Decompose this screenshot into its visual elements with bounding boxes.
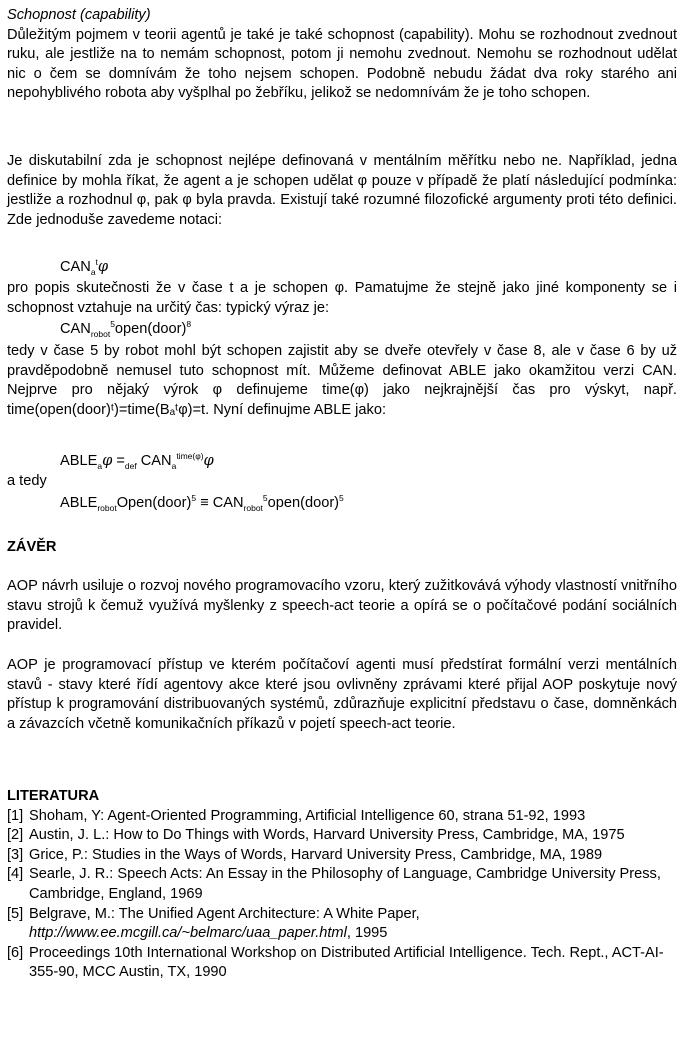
formula3-def: def	[124, 460, 137, 471]
formula4-right: CAN	[212, 495, 244, 511]
conclusion-paragraph-1	[7, 577, 677, 636]
formula1-base: CAN	[60, 259, 91, 275]
definition-text: Je diskutabilní zda je schopnost nejlépe definovaná v mentálním měřítku nebo ne. Například, jedna definice by mohla říkat, že agent a je schopen udělat φ pouze v případě že platí následující podmínka: jestliže a rozhodnul φ, pak φ byla pravda. Existují také rozumné filozofické argumenty proti této definici. Zde jednoduše zavedeme notaci:	[7, 153, 677, 228]
references-section	[7, 787, 677, 983]
formula-can-a-t	[60, 257, 108, 278]
capability-heading: Schopnost (capability)	[7, 7, 151, 23]
formula3-right-sub: a	[171, 460, 177, 471]
formula4-left: ABLE	[60, 495, 98, 511]
formula2-sub: robot	[90, 328, 111, 339]
reference-item: [3] Grice, P.: Studies in the Ways of Words, Harvard University Press, Cambridge, MA, 1989	[7, 846, 603, 863]
formula1-phi: φ	[97, 258, 109, 275]
formula1-sup: t	[95, 257, 98, 268]
formula2-expr: open(door)	[114, 321, 187, 337]
conclusion-section	[7, 538, 677, 558]
capability-definition-paragraph	[7, 152, 677, 230]
formula4-left-expr: Open(door)	[116, 495, 192, 511]
conclusion-p1: AOP návrh usiluje o rozvoj nového programovacího vzoru, který zužitkovává výhody vlastností vnitřního stavu strojů k čemuž využívá myšlenky z speech-act teorie a opírá se o počítačové podání sociálních pravidel.	[7, 578, 677, 634]
a-tedy: a tedy	[7, 473, 47, 489]
reference-item: [4] Searle, J. R.: Speech Acts: An Essay in the Philosophy of Language, Cambridge University Press, Cambridge, England, 1969	[7, 866, 661, 902]
formula4-eq: ≡	[200, 495, 209, 511]
conclusion-p2: AOP je programovací přístup ve kterém počítačoví agenti musí předstírat formální verzi mentálních stavů - stavy které řídí agentovy akce které jsou ovlivněny zprávami které přijal AOP poskytuje nový přístup k programování distribuovaných systémů, zdůrazňuje explicitní představu o čase, domněnkách a závazcích včetně komunikačních příkazů v pojetí speech-act teorie.	[7, 657, 677, 732]
formula2-base: CAN	[60, 321, 91, 337]
references-list	[7, 807, 677, 983]
formula1-sub: a	[90, 266, 96, 277]
formula2-sup: 5	[110, 319, 115, 330]
formula4-right-exp: 5	[339, 493, 344, 504]
conclusion-paragraph-2	[7, 656, 677, 734]
reference-item: [1] Shoham, Y: Agent-Oriented Programming, Artificial Intelligence 60, strana 51-92, 1993	[7, 807, 586, 824]
formula-can-robot	[60, 320, 191, 340]
formula4-left-exp: 5	[191, 493, 197, 504]
formula4-left-sub: robot	[97, 502, 117, 513]
capability-paragraph: Důležitým pojmem v teorii agentů je také je také schopnost (capability). Mohu se rozhodnout zvednout ruku, ale jestliže na to nemám schopnost, potom ji nemohu zvednout. Nemohu se rozhodnout udělat nic o čem se domnívám že toho nejsem schopen. Podobně nebudu žádat dva roky starého ani nepohyblivého robota aby vyšplhal po žebříku, jelikož se nedomnívám že je toho schopen.	[7, 26, 677, 102]
reference-item: [5] Belgrave, M.: The Unified Agent Architecture: A White Paper, http://www.ee.mcgill.ca/~belmarc/uaa_paper.html, 1995	[7, 905, 420, 942]
formula4-right-expr: open(door)	[267, 495, 340, 511]
reference-item: [2] Austin, J. L.: How to Do Things with Words, Harvard University Press, Cambridge, MA, 1975	[7, 827, 625, 844]
able-text: tedy v čase 5 by robot mohl být schopen zajistit aby se dveře otevřely v čase 8, ale v čase 6 by už pravděpodobně nemusel tuto schopnost mít. Můžeme definovat ABLE jako okamžitou verzi CAN. Nejprve pro nějaký výrok φ definujeme time(φ) jako nejkrajnější čas pro výskyt, např. time(open(door)ᵗ)=time(Bₐᵗφ)=t. Nyní definujme ABLE jako:	[7, 343, 677, 418]
formula4-right-sup: 5	[262, 493, 268, 504]
formula-able-definition	[60, 451, 214, 472]
capability-time-paragraph	[7, 279, 677, 318]
reference-item: [6] Proceedings 10th International Workshop on Distributed Artificial Intelligence. Tech. Rept., ACT-AI-355-90, MCC Austin, TX, 1990	[7, 944, 664, 981]
conclusion-heading: ZÁVĚR	[7, 539, 57, 555]
capability-section	[7, 6, 677, 104]
formula-able-robot	[60, 494, 344, 514]
formula3-right-phi: φ	[203, 452, 214, 469]
formula3-phi: φ	[102, 452, 113, 469]
formula3-left: ABLE	[60, 453, 98, 469]
formula3-right: CAN	[140, 453, 172, 469]
capability-able-paragraph	[7, 342, 677, 420]
formula2-exp: 8	[186, 319, 192, 330]
formula3-right-sup: time(φ)	[176, 451, 204, 462]
formula3-eq: =	[116, 453, 125, 469]
reference-url: http://www.ee.mcgill.ca/~belmarc/uaa_paper.html	[29, 925, 347, 942]
formula3-left-sub: a	[97, 460, 103, 471]
references-heading: LITERATURA	[7, 788, 100, 804]
formula4-right-sub: robot	[243, 502, 263, 513]
time-text: pro popis skutečnosti že v čase t a je schopen φ. Pamatujme že stejně jako jiné komponenty se i schopnost vztahuje na určitý čas: typický výraz je:	[7, 280, 677, 316]
